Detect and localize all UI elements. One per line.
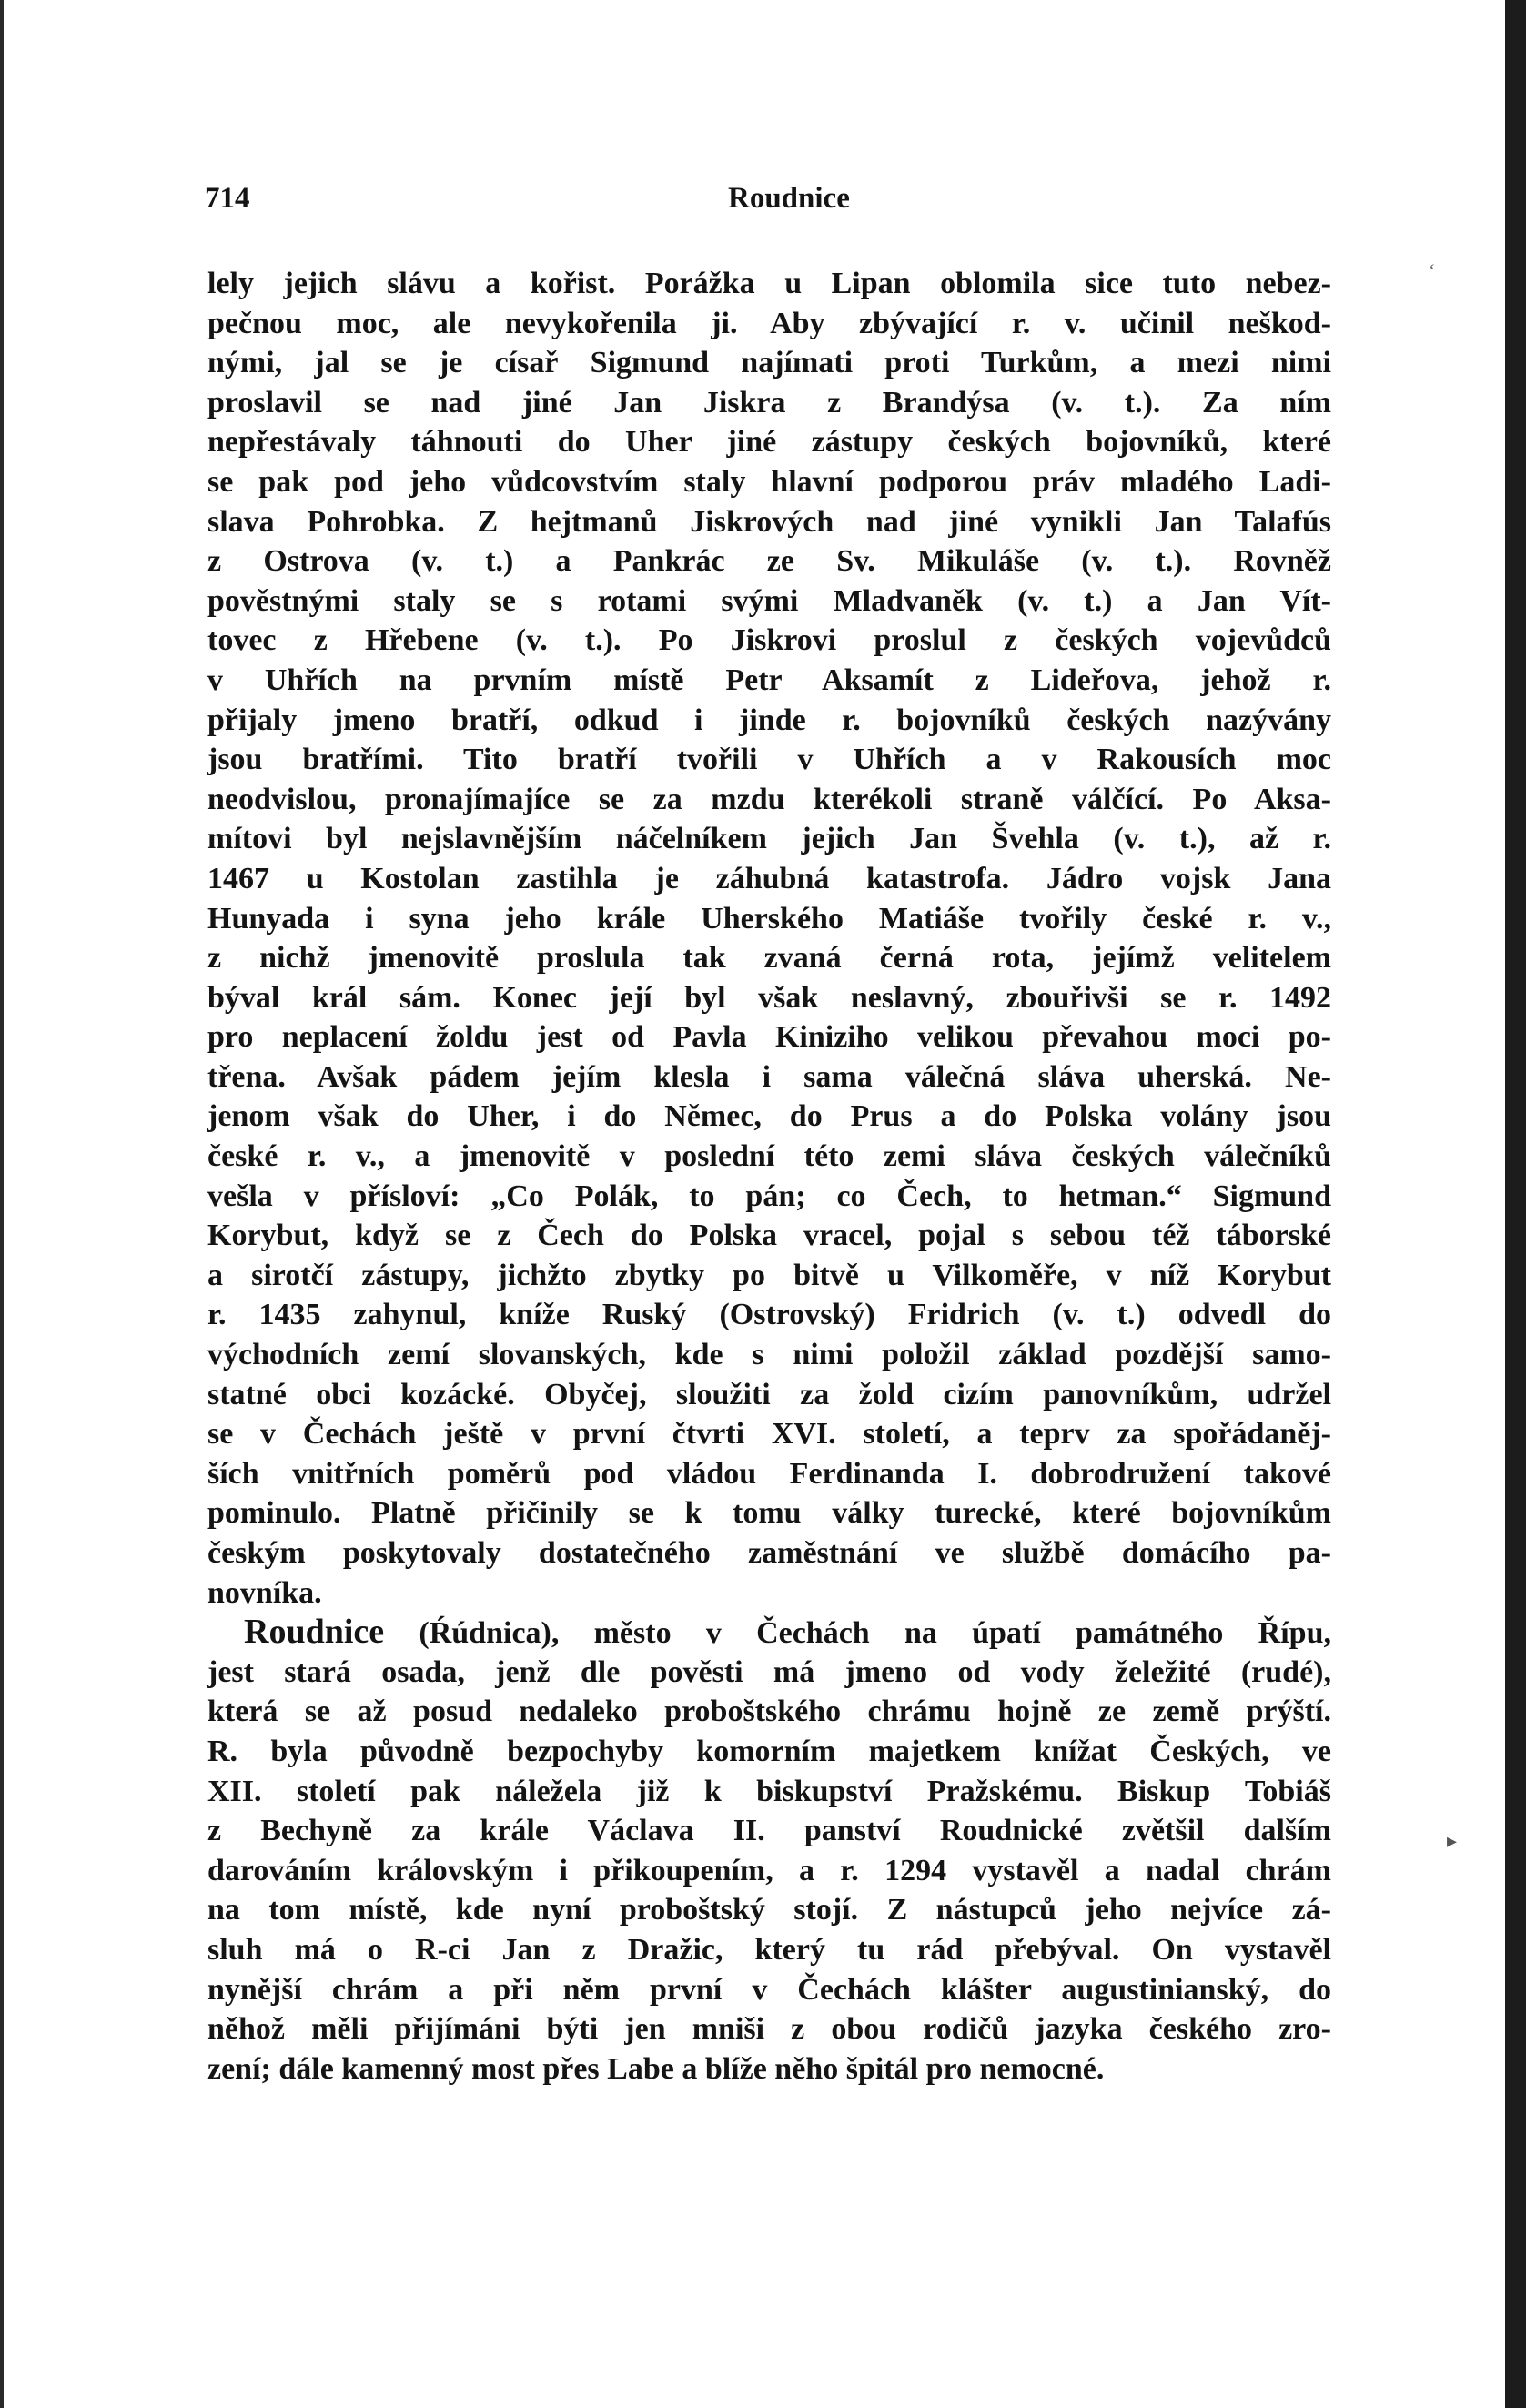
body-text-line: nepřestávaly táhnouti do Uher jiné zástupy českých bojovníků, které	[207, 425, 1331, 460]
running-head: Roudnice	[728, 182, 850, 215]
margin-speck: ʻ	[1429, 259, 1436, 282]
body-text-line: východních zemí slovanských, kde s nimi položil základ pozdější samo-	[207, 1338, 1331, 1372]
entry-text-line: XII. století pak náležela již k biskupství Pražskému. Biskup Tobiáš	[207, 1774, 1331, 1808]
body-text-line: z nichž jmenovitě proslula tak zvaná černá rota, jejímž velitelem	[207, 941, 1331, 976]
entry-text-line: která se až posud nedaleko proboštského chrámu hojně ze země prýští.	[207, 1695, 1331, 1729]
entry-first-line-text: (Ŕúdnica), město v Čechách na úpatí památného Řípu,	[384, 1616, 1331, 1651]
entry-text-line: sluh má o R-ci Jan z Dražic, který tu rád přebýval. On vystavěl	[207, 1932, 1331, 1967]
entry-text-line: R. byla původně bezpochyby komorním majetkem knížat Českých, ve	[207, 1734, 1331, 1768]
entry-first-line	[207, 1613, 1331, 1653]
body-text-line: vešla v přísloví: „Co Polák, to pán; co Čech, to hetman.“ Sigmund	[207, 1179, 1331, 1213]
body-text-line: pověstnými staly se s rotami svými Mladvaněk (v. t.) a Jan Vít-	[207, 583, 1331, 618]
body-text-line: a sirotčí zástupy, jichžto zbytky po bitvě u Vilkoměře, v níž Korybut	[207, 1258, 1331, 1292]
body-text-line: Korybut, když se z Čech do Polska vracel, pojal s sebou též táborské	[207, 1219, 1331, 1253]
entry-text-line: na tom místě, kde nyní proboštský stojí. Z nástupců jeho nejvíce zá-	[207, 1893, 1331, 1927]
entry-text-line: jest stará osada, jenž dle pověsti má jmeno od vody želežité (rudé),	[207, 1654, 1331, 1689]
body-text-line: českým poskytovaly dostatečného zaměstnání ve službě domácího pa-	[207, 1536, 1331, 1570]
page-number: 714	[205, 182, 250, 215]
body-text-line: Hunyada i syna jeho krále Uherského Matiáše tvořily české r. v.,	[207, 901, 1331, 936]
body-text-line: se pak pod jeho vůdcovstvím staly hlavní podporou práv mladého Ladi-	[207, 464, 1331, 499]
entry-text-line: z Bechyně za krále Václava II. panství Roudnické zvětšil dalším	[207, 1814, 1331, 1848]
body-text-line: slava Pohrobka. Z hejtmanů Jiskrových nad jiné vynikli Jan Talafús	[207, 504, 1331, 539]
body-text-line: tovec z Hřebene (v. t.). Po Jiskrovi proslul z českých vojevůdců	[207, 623, 1331, 658]
entry-text-line: něhož měli přijímáni býti jen mniši z obou rodičů jazyka českého zro-	[207, 2012, 1331, 2047]
body-text-line: české r. v., a jmenovitě v poslední této zemi sláva českých válečníků	[207, 1139, 1331, 1174]
body-text-line: přijaly jmeno bratří, odkud i jinde r. bojovníků českých nazývány	[207, 703, 1331, 737]
entry-headword: Roudnice	[244, 1613, 385, 1652]
entry-text-line: zení; dále kamenný most přes Labe a blíže něho špitál pro nemocné.	[207, 2051, 1105, 2086]
entry-text-line: nynější chrám a při něm první v Čechách klášter augustinianský, do	[207, 1972, 1331, 2007]
body-text-line: proslavil se nad jiné Jan Jiskra z Brandýsa (v. t.). Za ním	[207, 385, 1331, 420]
body-text-line: pro neplacení žoldu jest od Pavla Kiniziho velikou převahou moci po-	[207, 1020, 1331, 1055]
body-text-line: statné obci kozácké. Obyčej, sloužiti za žold cizím panovníkům, udržel	[207, 1377, 1331, 1411]
body-text-line: lely jejich slávu a kořist. Porážka u Lipan oblomila sice tuto nebez-	[207, 267, 1331, 300]
scan-right-edge	[1505, 0, 1526, 2408]
body-text-line: r. 1435 zahynul, kníže Ruský (Ostrovský) Fridrich (v. t.) odvedl do	[207, 1298, 1331, 1332]
body-text-line: ších vnitřních poměrů pod vládou Ferdinanda I. dobrodružení takové	[207, 1456, 1331, 1491]
body-text-line: z Ostrova (v. t.) a Pankrác ze Sv. Mikuláše (v. t.). Rovněž	[207, 544, 1331, 579]
body-text-line: pominulo. Platně přičinily se k tomu války turecké, které bojovníkům	[207, 1496, 1331, 1531]
body-text-line: nými, jal se je císař Sigmund najímati proti Turkům, a mezi nimi	[207, 346, 1331, 380]
scan-left-edge	[0, 0, 4, 2408]
body-text-line: třena. Avšak pádem jejím klesla i sama válečná sláva uherská. Ne-	[207, 1059, 1331, 1094]
main-text-column	[207, 264, 1331, 2089]
body-text-line: 1467 u Kostolan zastihla je záhubná katastrofa. Jádro vojsk Jana	[207, 861, 1331, 895]
body-text-line: neodvislou, pronajímajíce se za mzdu kterékoli straně válčící. Po Aksa-	[207, 782, 1331, 816]
body-text-line: jsou bratřími. Tito bratří tvořili v Uhřích a v Rakousích moc	[207, 743, 1331, 777]
body-text-line: se v Čechách ještě v první čtvrti XVI. století, a teprv za spořádaněj-	[207, 1417, 1331, 1452]
body-text-line: v Uhřích na prvním místě Petr Aksamít z Lideřova, jehož r.	[207, 663, 1331, 697]
margin-speck: ▸	[1447, 1829, 1458, 1852]
body-text-line: pečnou moc, ale nevykořenila ji. Aby zbývající r. v. učinil neškod-	[207, 306, 1331, 340]
body-text-line: mítovi byl nejslavnějším náčelníkem jejich Jan Švehla (v. t.), až r.	[207, 822, 1331, 856]
body-text-line: býval král sám. Konec její byl však neslavný, zbouřivši se r. 1492	[207, 980, 1331, 1015]
body-text-line: novníka.	[207, 1575, 322, 1610]
entry-text-line: darováním královským i přikoupením, a r. 1294 vystavěl a nadal chrám	[207, 1853, 1331, 1887]
body-text-line: jenom však do Uher, i do Němec, do Prus a do Polska volány jsou	[207, 1099, 1331, 1134]
